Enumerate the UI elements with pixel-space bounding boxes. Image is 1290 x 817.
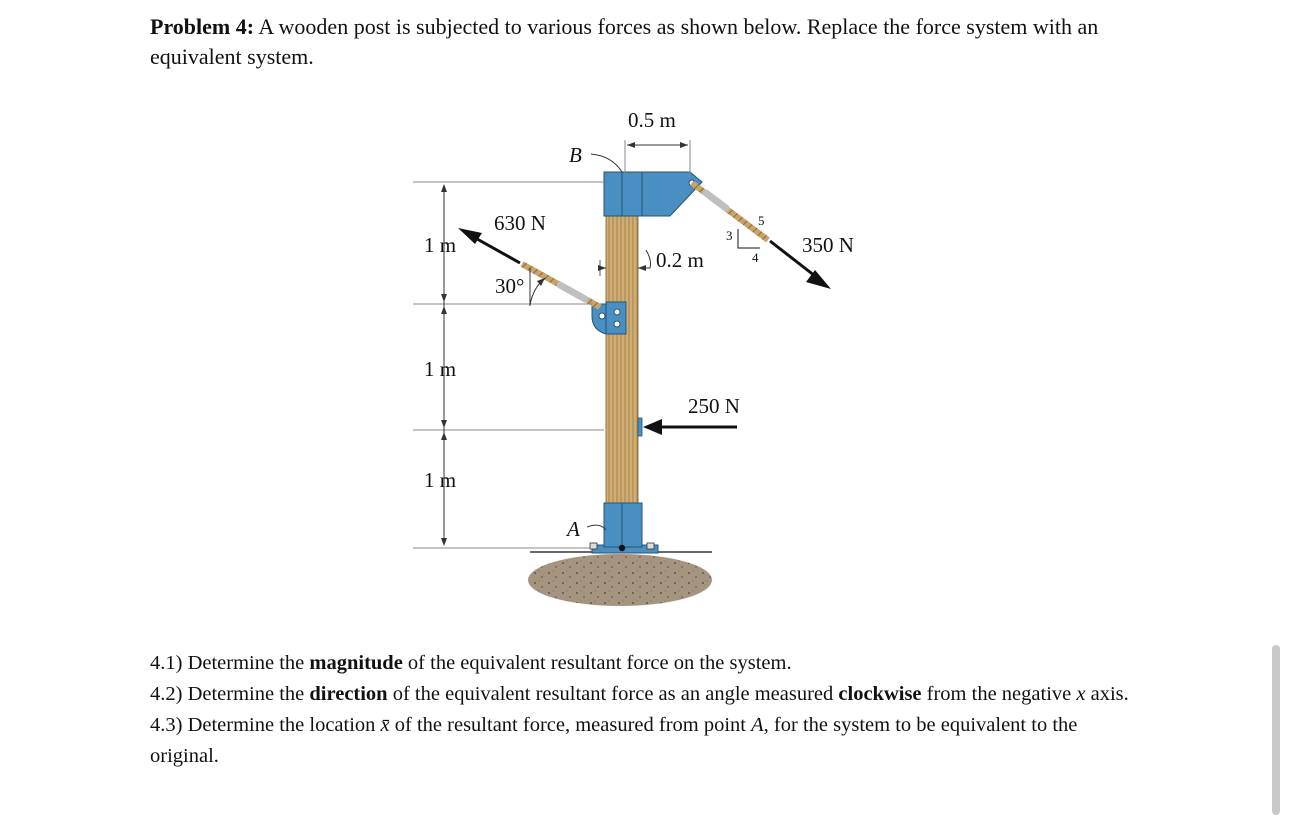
- question-4-3: 4.3) Determine the location x̄ of the resultant force, measured from point A, for the system to be equivalent to the original.: [150, 714, 1078, 767]
- dim-label-1m-mid: 1 m: [424, 357, 457, 381]
- slope-4-label: 4: [752, 250, 759, 265]
- dim-label-0-5m: 0.5 m: [628, 108, 676, 132]
- problem-label: Problem 4:: [150, 14, 255, 39]
- dim-label-1m-top: 1 m: [424, 233, 457, 257]
- top-bracket: [640, 172, 702, 216]
- force-630-label: 630 N: [494, 211, 546, 235]
- angle-30-label: 30°: [495, 274, 525, 298]
- scrollbar[interactable]: [1272, 645, 1280, 815]
- ground: [528, 554, 712, 606]
- wooden-post: [606, 215, 638, 507]
- dim-label-0-2m: 0.2 m: [656, 248, 704, 272]
- dim-label-1m-bottom: 1 m: [424, 468, 457, 492]
- base-shoe: [604, 503, 642, 547]
- force-250-label: 250 N: [688, 394, 740, 418]
- questions-list: [150, 648, 1150, 772]
- question-4-2: 4.2) Determine the direction of the equivalent resultant force as an angle measured clockwise from the negative x axis.: [150, 683, 1129, 705]
- slope-5-label: 5: [758, 213, 765, 228]
- point-a-label: A: [567, 517, 580, 541]
- slope-3-label: 3: [726, 228, 733, 243]
- top-cap: [604, 172, 642, 216]
- point-a-dot: [619, 545, 625, 551]
- force-350-label: 350 N: [802, 233, 854, 257]
- problem-text: A wooden post is subjected to various forces as shown below. Replace the force system with an equivalent system.: [150, 14, 1099, 69]
- question-4-1: 4.1) Determine the magnitude of the equivalent resultant force on the system.: [150, 652, 792, 674]
- point-b-label: B: [569, 143, 582, 167]
